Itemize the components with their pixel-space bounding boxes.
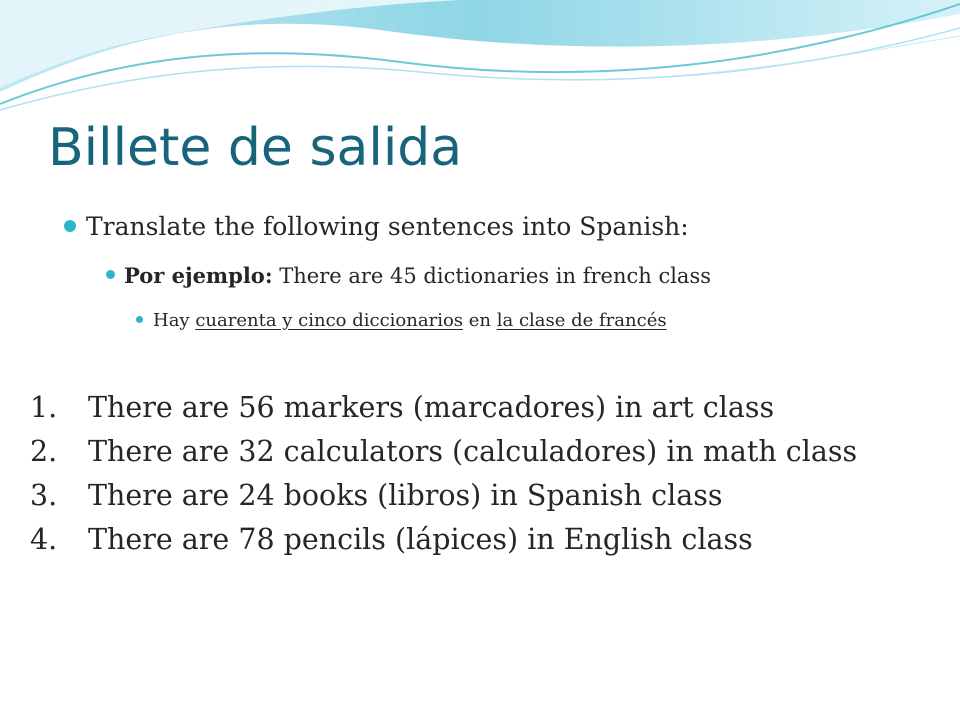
question-list: [30, 386, 857, 562]
slide-title: Billete de salida: [48, 118, 463, 178]
bullet-dot-icon: [136, 316, 143, 323]
bullet-level2: [106, 263, 711, 288]
header-wave-decoration: [0, 0, 960, 130]
bullet-dot-icon: [64, 220, 76, 232]
question-text: There are 32 calculators (calculadores) in math class: [88, 435, 858, 468]
bullet-level1: [64, 212, 689, 241]
example-label: Por ejemplo:: [124, 263, 273, 288]
question-text: There are 24 books (libros) in Spanish class: [88, 479, 723, 512]
example-answer-underlined: cuarenta y cinco diccionarios: [195, 310, 464, 331]
bullet-level3: [136, 310, 667, 331]
question-number: 4.: [30, 523, 58, 556]
question-number: 2.: [30, 435, 58, 468]
list-item: [30, 474, 857, 518]
question-number: 3.: [30, 479, 58, 512]
question-text: There are 56 markers (marcadores) in art class: [88, 391, 775, 424]
bullet-dot-icon: [106, 270, 115, 279]
example-answer-underlined: la clase de francés: [496, 310, 667, 331]
question-number: 1.: [30, 391, 58, 424]
question-text: There are 78 pencils (lápices) in English class: [88, 523, 753, 556]
example-text: There are 45 dictionaries in french class: [272, 264, 712, 288]
list-item: [30, 386, 857, 430]
example-answer-part: en: [463, 310, 497, 331]
list-item: [30, 518, 857, 562]
example-answer-part: Hay: [153, 310, 196, 331]
list-item: [30, 430, 857, 474]
instruction-text: Translate the following sentences into Spanish:: [86, 212, 689, 241]
